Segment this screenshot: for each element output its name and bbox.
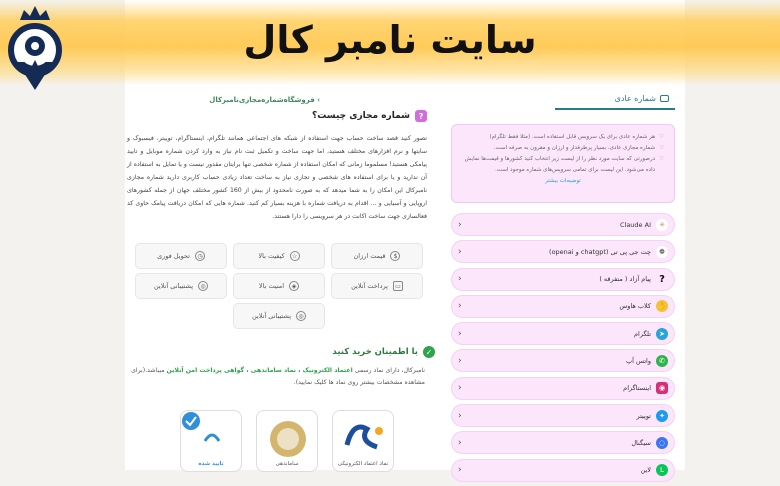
article [127,110,427,223]
feature-instant-delivery: ◷ تحویل فوری [135,243,227,269]
more-info-link[interactable]: توضیحات بیشتر [545,178,581,184]
service-item-free-sms[interactable]: ? پیام آزاد ( متفرقه ) ‹ [451,268,675,291]
shield-icon: ◈ [289,281,299,291]
sepordeh-badge[interactable] [180,410,242,472]
feature-high-security: ◈ امنیت بالا [233,273,325,299]
article-title [127,110,427,122]
service-item-signal[interactable]: ◌ سیگنال ‹ [451,431,675,454]
star-icon: ☆ [290,251,300,261]
service-item-whatsapp[interactable]: ✆ واتس آپ ‹ [451,349,675,372]
chevron-left-icon: ‹ [458,219,462,230]
chevron-left-icon: ‹ [458,437,462,448]
samandehi-badge-label: ساماندهی [275,461,299,467]
article-title-text: شماره مجازی چیست؟ [312,111,410,121]
secure-title: ✓ با اطمینان خرید کنید [332,346,435,358]
info-line: ♡ درصورتی که سایت مورد نظر را از لیست زیر انتخاب کنید کشورها و قیمت‌ها نمایش داده می‌شود. این لیست برای تمامی سرویس‌های شماره موجود است. [462,154,664,176]
chat-icon [660,95,669,102]
samandehi-badge[interactable] [256,410,318,472]
info-box [451,124,675,203]
chevron-left-icon: ‹ [458,274,462,285]
chevron-left-icon: ‹ [458,301,462,312]
chevron-left-icon: ‹ [458,465,462,476]
heart-icon: ♡ [659,145,664,151]
article-body: تصور کنید قصد ساخت حساب جهت استفاده از شبکه های اجتماعی همانند تلگرام، اینستاگرام، توییتر، فیسبوک و سایتها و نرم افزارهای مختلف هستید، اما جهت ساخت و تکمیل ثبت نام نیاز به وارد کردن شماره موبایل و تایید پیامکی هستید! مسلموما زمانی که امکان استفاده از شماره شخصی تنها برایتان مقدور نیست و یا تمایل به استفاده از آن ندارید و یا برای استفاده های شخصی و تجاری نیاز به ساخت تعداد زیادی حساب کاربری دارید شماره مجازی نامبرکال این امکان را به شما میدهد که به صورت نامحدود از بیش از 160 کشور مختلف جهان از جمله کشورهای اروپایی و آسیایی و ... اقدام به دریافت شماره با هزینه بسیار کم کنید. شماره هایی که امکان دریافت پیامک حاوی کد فعالسازی جهت ساخت اکانت در هر سرویسی را دارا هستند. [127,135,427,220]
card-icon: ▭ [393,281,403,291]
question-icon: ? [415,110,427,122]
feature-online-support: ◎ پشتیبانی آنلاین [135,273,227,299]
logo-icon[interactable] [4,2,66,92]
feature-online-payment: ▭ پرداخت آنلاین [331,273,423,299]
chevron-left-icon: ‹ [458,383,462,394]
chevron-left-icon: ‹ [458,328,462,339]
service-list [451,213,675,486]
chevron-left-icon: ‹ [458,355,462,366]
service-item-clubhouse[interactable]: ✋ کلاب هاوس ‹ [451,295,675,318]
service-item-telegram[interactable]: ➤ تلگرام ‹ [451,322,675,345]
clock-icon: ◷ [195,251,205,261]
headset-icon: ◎ [296,311,306,321]
service-item-instagram[interactable]: ◉ اینستاگرام ‹ [451,377,675,400]
trust-badges [180,410,390,470]
info-line: ♡ شماره مجازی عادی، بسیار پرطرفدار و ارزان و مقرون به صرفه است. [462,143,664,154]
service-item-twitter[interactable]: ✦ توییتر ‹ [451,404,675,427]
enamad-badge-label: نماد اعتماد الکترونیکی [337,461,389,467]
feature-online-support-2: ◎ پشتیبانی آنلاین [233,303,325,329]
feature-high-quality: ☆ کیفیت بالا [233,243,325,269]
service-item-chatgpt[interactable]: ❁ چت جی پی تی (chatgpt و openai) ‹ [451,240,675,263]
feature-cheap-price: $ قیمت ارزان [331,243,423,269]
info-line: ♡ هر شماره عادی برای یک سرویس قابل استفاده است. (مثلا فقط تلگرام) [462,132,664,143]
headset-icon: ◎ [198,281,208,291]
chevron-left-icon: ‹ [458,246,462,257]
banner-title: سایت نامبر کال [243,18,537,62]
breadcrumb[interactable]: › فروشگاه‌شماره‌مجازی‌نامبرکال [209,96,320,104]
openai-icon: ❁ [656,246,668,258]
service-item-line[interactable]: L لاین ‹ [451,459,675,482]
telegram-icon: ➤ [656,328,668,340]
heart-icon: ♡ [659,134,664,140]
whatsapp-icon: ✆ [656,355,668,367]
check-icon: ✓ [423,346,435,358]
chevron-left-icon: ‹ [458,410,462,421]
service-item-claude[interactable]: ✳ Claude AI ‹ [451,213,675,236]
claude-icon: ✳ [656,219,668,231]
question-icon: ? [659,273,665,285]
instagram-icon: ◉ [656,382,668,394]
secure-body: نامبرکال، دارای نماد رسمی اعتماد الکترونیک ، نماد ساماندهی ، گواهی پرداخت امن آنلاین میباشد.(برای مشاهده مشخصات بیشتر روی نماد ها کلیک نمایید). [131,367,425,386]
trust-links[interactable]: اعتماد الکترونیک ، نماد ساماندهی ، گواهی پرداخت امن آنلاین [166,367,353,374]
sepordeh-badge-label: تایید شده [198,461,224,467]
features-grid [133,243,423,329]
signal-icon: ◌ [656,437,668,449]
enamad-badge[interactable] [332,410,394,472]
heart-icon: ♡ [659,156,664,162]
clubhouse-icon: ✋ [657,302,667,311]
line-icon: L [656,464,668,476]
twitter-icon: ✦ [656,410,668,422]
tab-regular-number[interactable] [555,88,675,110]
coin-icon: $ [390,251,400,261]
banner [0,0,780,85]
tab-label: شماره عادی [614,93,656,103]
